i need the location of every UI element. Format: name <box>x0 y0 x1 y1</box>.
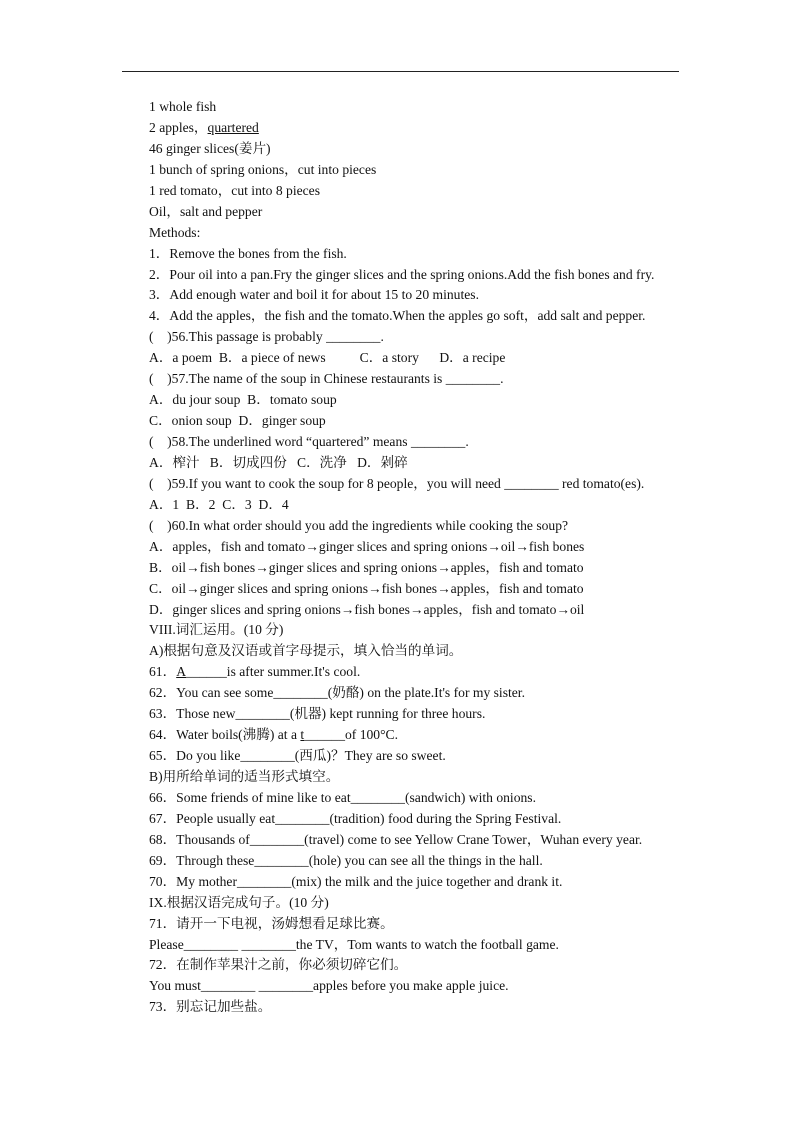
ingredient-line: Oil，salt and pepper <box>149 203 263 219</box>
vocab-question: 62．You can see some________(奶酪) on the plate.It's for my sister. <box>149 685 525 701</box>
sentence-line: 73．别忘记加些盐。 <box>149 999 272 1015</box>
sentence-line: You must________ ________apples before you make apple juice. <box>149 978 509 994</box>
vocab-question: 70．My mother________(mix) the milk and the juice together and drank it. <box>149 873 563 889</box>
method-step: 3．Add enough water and boil it for about 15 to 20 minutes. <box>149 287 479 303</box>
vocab-question: 64．Water boils(沸腾) at a t______of 100°C. <box>149 727 398 743</box>
question-line: B．oil→fish bones→ginger slices and spring onions→apples，fish and tomato <box>149 559 584 575</box>
ingredient-line: 1 bunch of spring onions，cut into pieces <box>149 161 377 177</box>
question-line: A．榨汁 B．切成四份 C．洗净 D．剁碎 <box>149 454 408 470</box>
part-title: A)根据句意及汉语或首字母提示，填入恰当的单词。 <box>149 643 463 659</box>
ingredient-line: 2 apples，quartered <box>149 119 259 135</box>
question-line: A．du jour soup B．tomato soup <box>149 392 337 408</box>
ingredient-line: 1 whole fish <box>149 99 217 114</box>
vocab-question: 67．People usually eat________(tradition) food during the Spring Festival. <box>149 810 562 826</box>
vocab-question: 63．Those new________(机器) kept running for three hours. <box>149 706 486 722</box>
underlined-hint: A <box>176 664 187 680</box>
question-line: ( )58.The underlined word “quartered” means ________. <box>149 434 469 449</box>
question-line: C．oil→ginger slices and spring onions→fish bones→apples，fish and tomato <box>149 580 584 596</box>
question-line: ( )59.If you want to cook the soup for 8 people，you will need ________ red tomato(es). <box>149 475 645 491</box>
part-title: B)用所给单词的适当形式填空。 <box>149 769 340 784</box>
methods-heading: Methods: <box>149 224 201 240</box>
vocab-question: 69．Through these________(hole) you can see all the things in the hall. <box>149 852 543 868</box>
sentence-line: 71．请开一下电视，汤姆想看足球比赛。 <box>149 915 394 931</box>
vocab-question: 65．Do you like________(西瓜)？They are so sweet. <box>149 748 446 764</box>
question-line: ( )60.In what order should you add the ingredients while cooking the soup? <box>149 517 569 533</box>
method-step: 1．Remove the bones from the fish. <box>149 245 347 261</box>
sentence-line: 72．在制作苹果汁之前，你必须切碎它们。 <box>149 957 408 973</box>
question-line: A．apples，fish and tomato→ginger slices and spring onions→oil→fish bones <box>149 538 585 554</box>
section-title: VIII.词汇运用。(10 分) <box>149 622 284 638</box>
method-step: 2．Pour oil into a pan.Fry the ginger slices and the spring onions.Add the fish bones and fry. <box>149 266 655 282</box>
underlined-hint: t <box>300 727 305 743</box>
question-line: C．onion soup D．ginger soup <box>149 413 326 429</box>
question-line: D．ginger slices and spring onions→fish bones→apples，fish and tomato→oil <box>149 601 585 617</box>
question-line: A．a poem B．a piece of news C．a story D．a recipe <box>149 350 506 366</box>
method-step: 4．Add the apples，the fish and the tomato.When the apples go soft，add salt and pepper. <box>149 308 646 324</box>
question-line: ( )56.This passage is probably ________. <box>149 329 384 345</box>
question-line: A．1 B．2 C．3 D．4 <box>149 496 289 512</box>
header-rule <box>122 71 679 72</box>
question-line: ( )57.The name of the soup in Chinese restaurants is ________. <box>149 371 504 387</box>
vocab-question: 68．Thousands of________(travel) come to see Yellow Crane Tower，Wuhan every year. <box>149 831 643 847</box>
ingredient-line: 1 red tomato，cut into 8 pieces <box>149 182 321 198</box>
section-title: IX.根据汉语完成句子。(10 分) <box>149 894 329 910</box>
document-body <box>149 97 709 1018</box>
sentence-line: Please________ ________the TV，Tom wants to watch the football game. <box>149 936 559 952</box>
vocab-question: 66．Some friends of mine like to eat________(sandwich) with onions. <box>149 789 536 805</box>
underlined-word: quartered <box>207 119 259 135</box>
ingredient-line: 46 ginger slices(姜片) <box>149 140 271 156</box>
vocab-question: 61．A______is after summer.It's cool. <box>149 664 361 680</box>
